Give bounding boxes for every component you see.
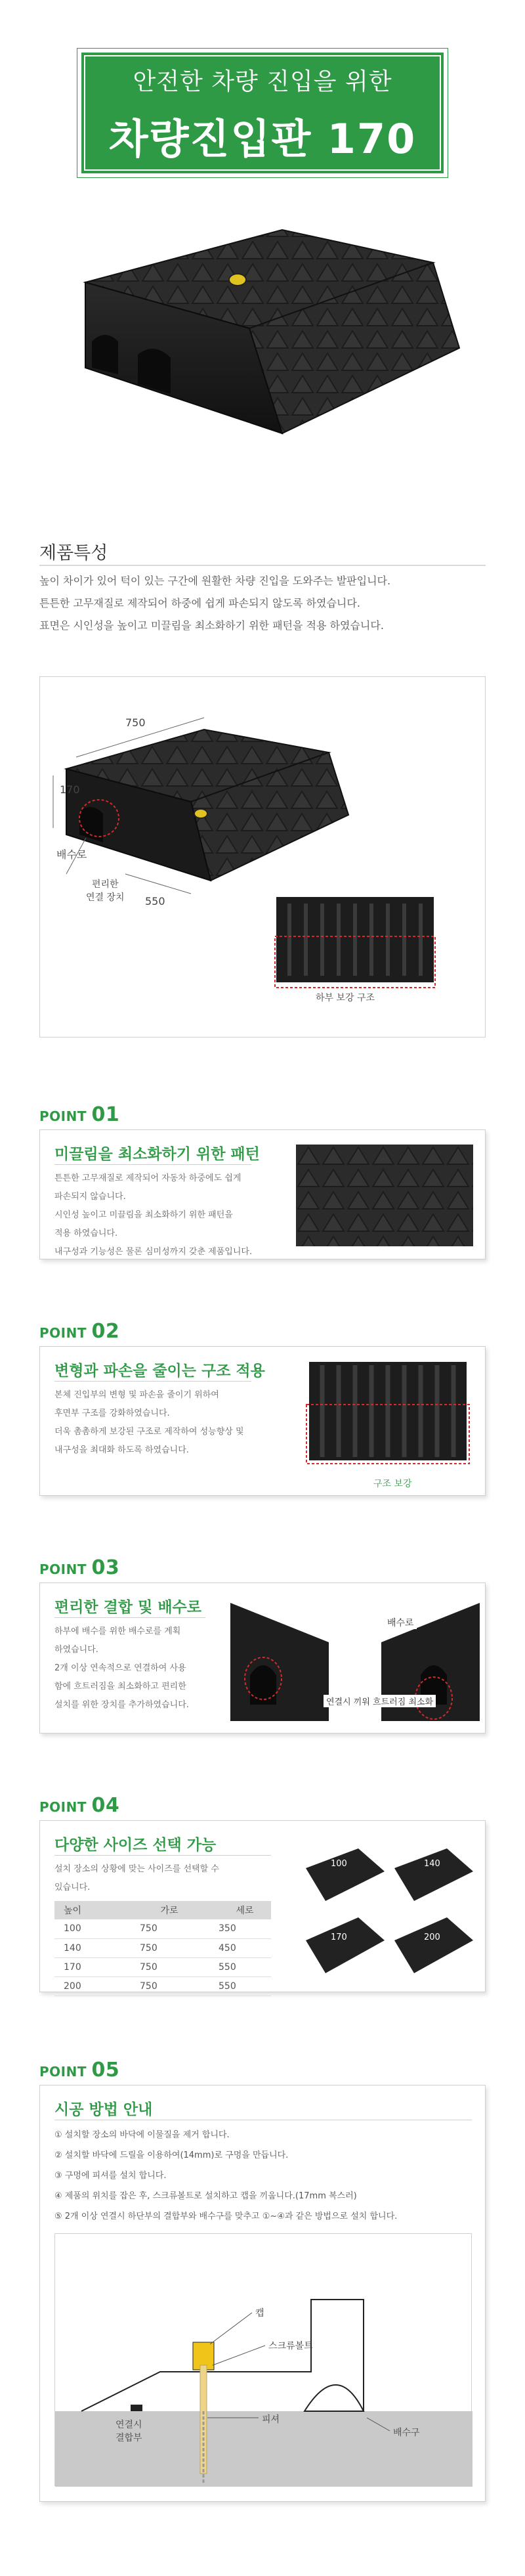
point-line: 설치 장소의 상황에 맞는 사이즈를 선택할 수	[54, 1864, 219, 1874]
cell: 750	[127, 1938, 199, 1957]
size-variants-image	[299, 1835, 476, 1980]
screw-bolt-label: 스크류볼트	[268, 2341, 313, 2351]
pattern-closeup-image	[296, 1145, 473, 1246]
point-line: 하부에 배수를 위한 배수로를 계획	[54, 1626, 181, 1636]
feature-line: 높이 차이가 있어 턱이 있는 구간에 원활한 차량 진입을 도와주는 발판입니다.	[39, 575, 391, 587]
point-description	[54, 1169, 264, 1261]
cell: 100	[54, 1919, 127, 1938]
height-label: 170	[60, 783, 80, 796]
cell: 750	[127, 1957, 199, 1976]
point-line: 2개 이상 연속적으로 연결하여 사용	[54, 1663, 186, 1673]
banner-subtitle: 안전한 차량 진입을 위한	[133, 68, 392, 95]
point-line: 적용 하였습니다.	[54, 1229, 118, 1238]
cell: 750	[127, 1919, 199, 1938]
hero-ramp-image	[66, 217, 472, 479]
size-badge: 140	[424, 1859, 440, 1869]
cell: 170	[54, 1957, 127, 1976]
dimension-diagram	[40, 677, 486, 1038]
point-divider	[54, 1617, 205, 1618]
install-step: ① 설치할 장소의 바닥에 이물질을 제거 합니다.	[54, 2130, 230, 2140]
feature-line: 튼튼한 고무재질로 제작되어 하중에 쉽게 파손되지 않도록 하였습니다.	[39, 597, 360, 609]
install-step: ⑤ 2개 이상 연결시 하단부의 결합부와 배수구를 맞추고 ①~④과 같은 방법으로 설치 합니다.	[54, 2212, 398, 2221]
point-01-card	[39, 1129, 486, 1259]
point-line: 하였습니다.	[54, 1645, 98, 1655]
feature-line: 표면은 시인성을 높이고 미끌림을 최소화하기 위한 패턴을 적용 하였습니다.	[39, 619, 384, 632]
point-tag-word: POINT	[39, 1108, 87, 1124]
cap-label: 캡	[255, 2308, 264, 2319]
connector-label	[86, 877, 125, 904]
structure-caption: 구조 보강	[373, 1479, 412, 1489]
size-badge: 170	[331, 1932, 347, 1942]
point-line: 함에 흐트러짐을 최소화하고 편리한	[54, 1682, 186, 1692]
point-tag-word: POINT	[39, 1325, 87, 1341]
point-title: 미끌림을 최소화하기 위한 패턴	[54, 1146, 260, 1163]
title-banner	[77, 49, 448, 177]
underside-caption: 하부 보강 구조	[316, 993, 375, 1003]
size-table	[54, 1901, 271, 1996]
point-title: 편리한 결합 및 배수로	[54, 1599, 201, 1616]
point-05-tag	[39, 2059, 119, 2082]
point-tag-number: 05	[91, 2059, 120, 2082]
point-line: 설치를 위한 장치를 추가하였습니다.	[54, 1700, 189, 1710]
size-table-header	[54, 1901, 271, 1919]
install-step: ② 설치할 바닥에 드릴을 이용하여(14mm)로 구멍을 만듭니다.	[54, 2150, 289, 2160]
connector-label	[116, 2418, 142, 2444]
point-title: 시공 방법 안내	[54, 2101, 153, 2118]
point-divider	[54, 1164, 251, 1165]
point-description	[54, 1623, 225, 1714]
table-row	[54, 1976, 271, 1996]
table-row	[54, 1938, 271, 1957]
point-tag-number: 02	[91, 1320, 120, 1343]
point-line: 후면부 구조를 강화하였습니다.	[54, 1408, 170, 1418]
table-row	[54, 1957, 271, 1976]
drain-label: 배수로	[56, 848, 87, 861]
point-line: 더욱 촘촘하게 보강된 구조로 제작하여 성능향상 및	[54, 1427, 244, 1437]
depth-label: 550	[145, 895, 165, 907]
connector-label-line1: 편리한	[91, 879, 119, 890]
features-heading: 제품특성	[39, 543, 108, 563]
cell: 200	[54, 1976, 127, 1996]
underside-structure-image	[303, 1359, 473, 1474]
fisher-label: 피셔	[262, 2414, 280, 2425]
cell: 350	[199, 1919, 271, 1938]
point-title: 다양한 사이즈 선택 가능	[54, 1837, 217, 1854]
install-steps	[54, 2125, 474, 2227]
point-line: 파손되지 않습니다.	[54, 1192, 126, 1202]
point-05-card	[39, 2085, 486, 2502]
point-02-card	[39, 1346, 486, 1496]
connect-callout: 연결시 끼워 흐트러짐 최소화	[324, 1695, 436, 1707]
cell: 140	[54, 1938, 127, 1957]
connector-label-line2: 연결 장치	[86, 892, 125, 903]
point-tag-word: POINT	[39, 2064, 87, 2080]
point-description	[54, 1386, 271, 1460]
features-list	[39, 570, 499, 637]
point-divider	[54, 1381, 251, 1382]
point-01-tag	[39, 1103, 119, 1126]
point-divider	[54, 1855, 271, 1856]
point-tag-number: 01	[91, 1103, 120, 1126]
features-divider	[39, 565, 486, 566]
connector-label-line2: 결합부	[116, 2433, 142, 2443]
cell: 450	[199, 1938, 271, 1957]
point-line: 본체 진입부의 변형 및 파손을 줄이기 위하여	[54, 1390, 219, 1400]
point-03-card	[39, 1583, 486, 1734]
point-line: 내구성과 기능성은 물론 심미성까지 갖춘 제품입니다.	[54, 1247, 253, 1257]
point-04-card	[39, 1820, 486, 1992]
size-badge: 200	[424, 1932, 440, 1942]
point-03-tag	[39, 1556, 119, 1579]
point-line: 시인성 높이고 미끌림을 최소화하기 위한 패턴을	[54, 1210, 233, 1220]
point-line: 내구성을 최대화 하도록 하였습니다.	[54, 1445, 189, 1455]
install-diagram	[54, 2233, 472, 2486]
install-step: ③ 구멍에 피셔를 설치 합니다.	[54, 2171, 167, 2181]
point-tag-number: 04	[91, 1794, 120, 1817]
col-width: 가로	[127, 1901, 199, 1919]
drain-outlet-label: 배수구	[393, 2428, 420, 2438]
point-02-tag	[39, 1320, 119, 1343]
cell: 550	[199, 1976, 271, 1996]
col-depth: 세로	[199, 1901, 271, 1919]
col-height: 높이	[54, 1901, 127, 1919]
point-description	[54, 1860, 271, 1897]
point-tag-word: POINT	[39, 1799, 87, 1815]
point-line: 튼튼한 고무재질로 제작되어 자동차 하중에도 쉽게	[54, 1173, 242, 1183]
point-tag-word: POINT	[39, 1561, 87, 1577]
install-step: ④ 제품의 위치를 잡은 후, 스크류볼트로 설치하고 캡을 끼웁니다.(17mm 복스러)	[54, 2191, 357, 2201]
table-row	[54, 1919, 271, 1938]
connector-label-line1: 연결시	[116, 2420, 142, 2430]
size-badge: 100	[331, 1859, 347, 1869]
cell: 550	[199, 1957, 271, 1976]
point-tag-number: 03	[91, 1556, 120, 1579]
banner-title: 차량진입판 170	[108, 115, 417, 163]
point-title: 변형과 파손을 줄이는 구조 적용	[54, 1363, 265, 1380]
drain-callout: 배수로	[385, 1616, 417, 1629]
width-label: 750	[125, 716, 146, 729]
point-line: 있습니다.	[54, 1883, 91, 1892]
dimension-panel	[39, 676, 486, 1037]
point-04-tag	[39, 1794, 119, 1817]
cell: 750	[127, 1976, 199, 1996]
